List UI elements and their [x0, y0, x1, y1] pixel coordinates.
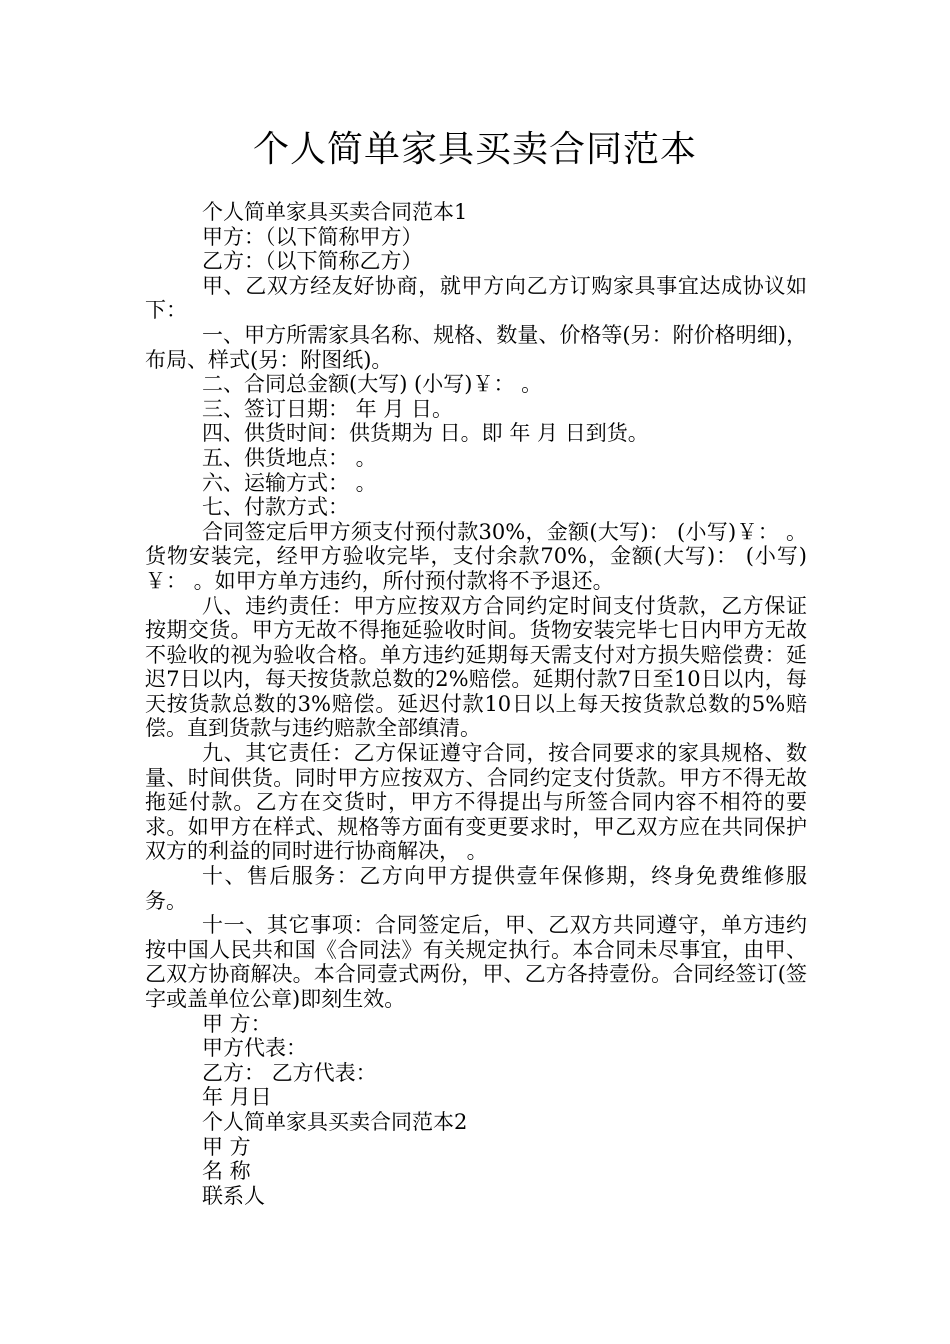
contract-2-contact: 联系人: [202, 1183, 265, 1208]
section-heading-contract-1: 个人简单家具买卖合同范本1: [202, 200, 468, 224]
section-heading-contract-2: 个人简单家具买卖合同范本2: [202, 1109, 468, 1134]
clause-10: 十、售后服务：乙方向甲方提供壹年保修期，终身免费维修服务。: [145, 864, 807, 913]
signature-date: 年 月日: [202, 1085, 272, 1110]
signature-party-b: 乙方： 乙方代表：: [202, 1060, 377, 1085]
clause-5: 五、供货地点： 。: [202, 445, 377, 470]
signature-party-a-rep: 甲方代表：: [202, 1036, 307, 1061]
clause-2: 二、合同总金额(大写) (小写)￥： 。: [202, 372, 543, 397]
clause-9: 九、其它责任：乙方保证遵守合同，按合同要求的家具规格、数量、时间供货。同时甲方应按双方、合同约定支付货款。甲方不得无故拖延付款。乙方在交货时，甲方不得提出与所签合同内容不相符的要求。如甲方在样式、规格等方面有变更要求时，甲乙双方应在共同保护双方的利益的同时进行协商解决， 。: [145, 741, 807, 864]
party-a-line: 甲方：（以下简称甲方）: [202, 224, 423, 249]
signature-party-a: 甲 方：: [202, 1011, 272, 1036]
clause-11: 十一、其它事项：合同签定后，甲、乙双方共同遵守，单方违约按中国人民共和国《合同法》有关规定执行。本合同未尽事宜，由甲、乙双方协商解决。本合同壹式两份，甲、乙方各持壹份。合同经签订(签字或盖单位公章)即刻生效。: [145, 913, 807, 1011]
contract-2-party-a: 甲 方: [202, 1134, 251, 1159]
document-body: [145, 200, 807, 1208]
document-title: 个人简单家具买卖合同范本: [252, 129, 697, 170]
agreement-intro: 甲、乙双方经友好协商，就甲方向乙方订购家具事宜达成协议如下：: [145, 273, 807, 323]
clause-7: 七、付款方式：: [202, 495, 349, 520]
contract-2-name: 名 称: [202, 1159, 251, 1184]
clause-3: 三、签订日期： 年 月 日。: [202, 396, 454, 421]
payment-terms: 合同签定后甲方须支付预付款30%，金额(大写)： (小写)￥： 。货物安装完，经甲方验收完毕，支付余款70%，金额(大写)： (小写)￥： 。如甲方单方违约，所付预付款将不予退还。: [145, 519, 807, 593]
clause-8: 八、违约责任：甲方应按双方合同约定时间支付货款，乙方保证按期交货。甲方无故不得拖延验收时间。货物安装完毕七日内甲方无故不验收的视为验收合格。单方违约延期每天需支付对方损失赔偿费：延迟7日以内，每天按货款总数的2%赔偿。延期付款7日至10日以内，每天按货款总数的3%赔偿。延迟付款10日以上每天按货款总数的5%赔偿。直到货款与违约赔款全部缜清。: [145, 593, 807, 741]
clause-6: 六、运输方式： 。: [202, 470, 377, 495]
party-b-line: 乙方：（以下简称乙方）: [202, 249, 423, 274]
clause-1: 一、甲方所需家具名称、规格、数量、价格等(另：附价格明细)，布局、样式(另：附图纸)。: [145, 322, 807, 372]
clause-4: 四、供货时间：供货期为 日。即 年 月 日到货。: [202, 421, 649, 446]
